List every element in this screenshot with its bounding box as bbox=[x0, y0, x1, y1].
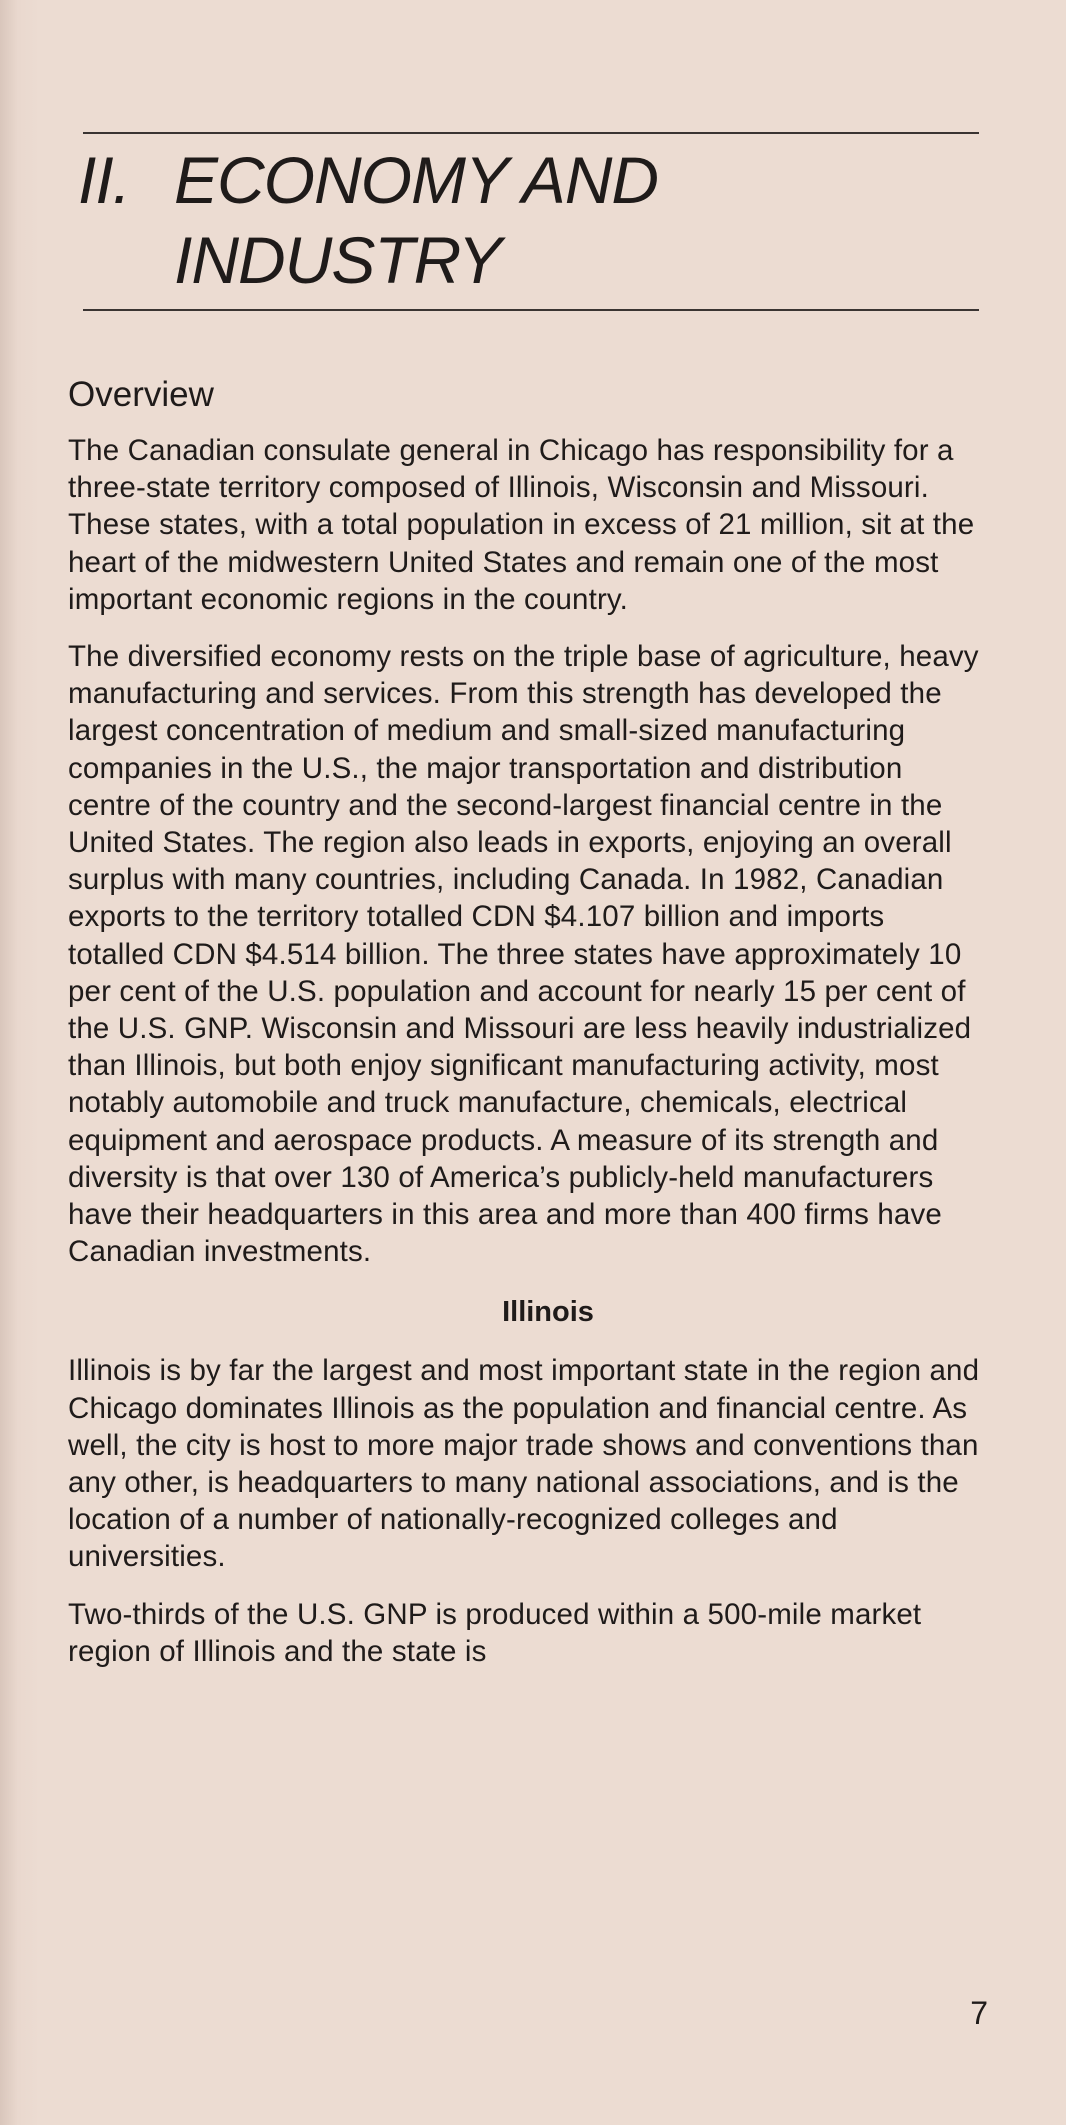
page-number: 7 bbox=[970, 1995, 988, 2031]
paragraph: The Canadian consulate general in Chicago has responsibility for a three-state territory composed of Illinois, Wisconsin and Missouri. These states, with a total population in excess of 21 million, sit at the heart of the midwestern United States and remain one of the most important economic regions in the country. bbox=[68, 434, 975, 616]
chapter-number: II. bbox=[78, 143, 131, 217]
paragraph: Illinois is by far the largest and most important state in the region and Chicago dominates Illinois as the population and financial centre. As well, the city is host to more major trade shows and conventions than any other, is headquarters to many national associations, and is the location of a number of nationally-recognized colleges and universities. bbox=[68, 1354, 980, 1574]
subheading-illinois: Illinois bbox=[502, 1296, 594, 1329]
chapter-title-line2: INDUSTRY bbox=[174, 223, 501, 297]
bottom-rule bbox=[83, 309, 979, 311]
paragraph: The diversified economy rests on the triple base of agriculture, heavy manufacturing and services. From this strength has developed the largest concentration of medium and small-sized manufacturing companies in the U.S., the major transportation and distribution centre of the country and the second-largest financial centre in the United States. The region also leads in exports, enjoying an overall surplus with many countries, including Canada. In 1982, Canadian exports to the territory totalled CDN $4.107 billion and imports totalled CDN $4.514 billion. The three states have approximately 10 per cent of the U.S. population and account for nearly 15 per cent of the U.S. GNP. Wisconsin and Missouri are less heavily industrialized than Illinois, but both enjoy significant manufacturing activity, most notably automobile and truck manufacture, chemicals, electrical equipment and aerospace products. A measure of its strength and diversity is that over 130 of America’s publicly-held manufacturers have their headquarters in this area and more than 400 firms have Canadian investments. bbox=[68, 640, 979, 1269]
chapter-title bbox=[78, 140, 978, 300]
chapter-title-line1: ECONOMY AND bbox=[174, 143, 659, 217]
body-text bbox=[68, 372, 988, 1690]
paragraph: Two-thirds of the U.S. GNP is produced within a 500-mile market region of Illinois and the state is bbox=[68, 1597, 922, 1668]
section-heading-overview: Overview bbox=[68, 375, 214, 414]
top-rule bbox=[83, 132, 979, 134]
